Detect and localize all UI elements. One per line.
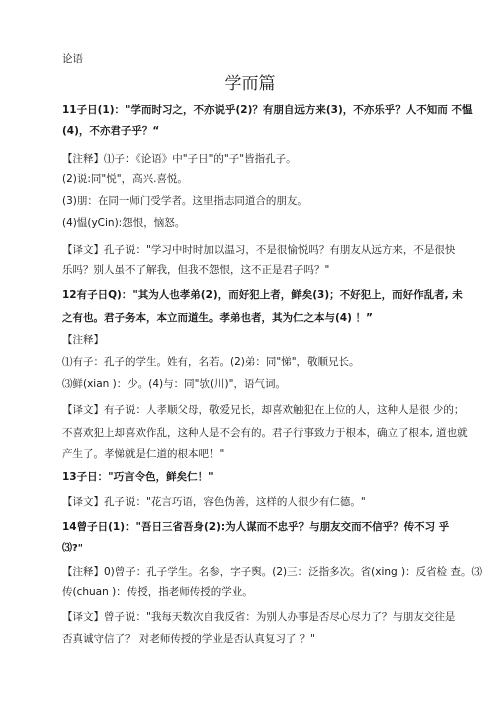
passage-4-note: 【注释】0)曾子：孔子学生。名参，字子舆。(2)三：泛指多次。省(xing )：反省检 查。⑶ (62, 566, 482, 578)
passage-2-text-cont: 之有也。君子务本，本立而道生。孝弟也者，其为仁之本与(4) ！” (62, 312, 373, 324)
passage-4-translation-cont: 否真诚守信了？ 对老师传授的学业是否认真复习了 ？" (62, 633, 316, 645)
passage-2-note: ⑶鲜(xian )：少。(4)与：同"欤(川)"，语气词。 (62, 378, 286, 390)
passage-2-translation-cont: 不喜欢犯上却喜欢作乱，这种人是不会有的。君子行事致力于根本，确立了根本, 道也就 (62, 427, 468, 439)
passage-3-translation: 【译文】孔子说："花言巧语，容色伪善，这样的人很少有仁德。" (62, 496, 366, 508)
passage-2-translation-cont: 产生了。孝悌就是仁道的根本吧！" (62, 448, 225, 460)
passage-1-translation-cont: 乐吗？别人虽不了解我，但我不怨恨，这不正是君子吗？" (62, 264, 330, 276)
passage-4-note-cont: 传(chuan )：传授，指老师传授的学业。 (62, 586, 253, 598)
passage-1-note: (2)说:同"悦"，高兴.喜悦。 (62, 173, 188, 185)
passage-4-text: 14曾子日(1)："吾日三省吾身(2):为人谋而不忠乎？与朋友交而不信乎？传不习 乎 (62, 521, 450, 533)
passage-1-note: (4)愠(yCin):怨恨，恼怒。 (62, 217, 186, 229)
passage-2-note-heading: 【注释】 (62, 334, 104, 346)
passage-1-text-cont: (4)，不亦君子乎？“ (62, 125, 160, 137)
passage-2-note: ⑴有子：孔子的学生。姓有，名若。(2)弟：同"悌"，敬顺兄长。 (62, 356, 360, 368)
passage-1-note: 【注释】⑴子：《论语》中"子日"的"子"皆指孔子。 (62, 153, 297, 165)
chapter-title: 学而篇 (224, 74, 276, 94)
passage-3-text: 13子日："巧言令色，鲜矣仁！" (62, 471, 214, 483)
passage-2-text: 12有子日Q)："其为人也孝弟(2)，而好犯上者，鲜矣(3)；不好犯上，而好作乱者, 未 (62, 289, 463, 301)
passage-4-translation: 【译文】曾子说："我每天数次自我反省：为别人办事是否尽心尽力了？与朋友交往是 (62, 611, 456, 623)
passage-2-translation: 【译文】有子说：人孝顺父母，敬爱兄长，却喜欢触犯在上位的人，这种人是很 少的； (62, 404, 465, 416)
passage-4-text-cont: ⑶?" (62, 543, 84, 554)
passage-1-translation: 【译文】孔子说："学习中时时加以温习，不是很愉悦吗？有朋友从远方来，不是很快 (62, 244, 456, 256)
passage-1-text: 11子日(1)："学而时习之，不亦说乎(2)？有朋自远方来(3)，不亦乐乎？人不知而 不愠 (62, 104, 473, 116)
passage-1-note: (3)朋：在同一师门受学者。这里指志同道合的朋友。 (62, 195, 308, 207)
book-name: 论语 (62, 53, 83, 65)
